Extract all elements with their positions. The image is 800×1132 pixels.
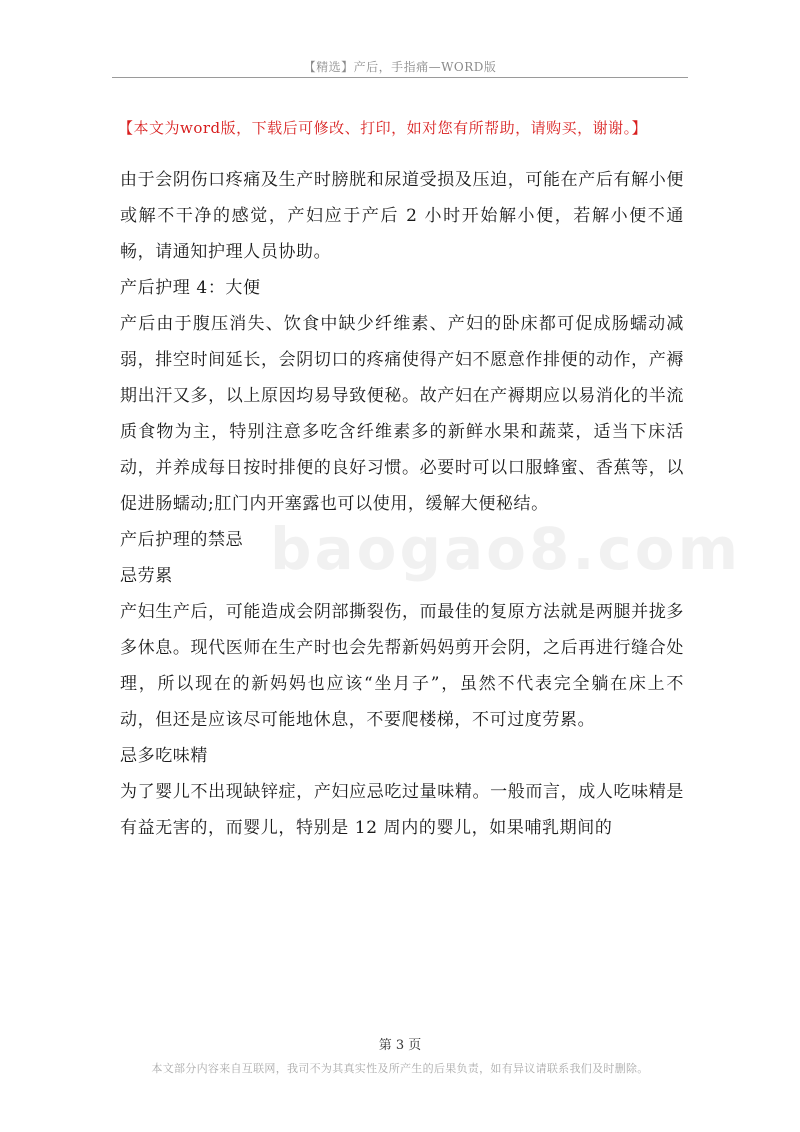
footer-disclaimer: 本文部分内容来自互联网，我司不为其真实性及所产生的后果负责，如有异议请联系我们及时删除。 [151,1062,649,1075]
paragraph-msg: 为了婴儿不出现缺锌症，产妇应忌吃过量味精。一般而言，成人吃味精是有益无害的，而婴儿，特别是 12 周内的婴儿，如果哺乳期间的 [120,782,684,838]
purchase-notice: 【本文为word版，下载后可修改、打印，如对您有所帮助，请购买，谢谢。】 [118,119,648,137]
page-header: 【精选】产后，手指痛—WORD版 [303,60,497,74]
paragraph-urination: 由于会阴伤口疼痛及生产时膀胱和尿道受损及压迫，可能在产后有解小便或解不干净的感觉，产妇应于产后 2 小时开始解小便，若解小便不通畅，请通知护理人员协助。 [120,170,684,262]
watermark-text: baogao8.com [270,515,742,583]
heading-avoid-fatigue: 忌劳累 [120,566,173,586]
heading-avoid-msg: 忌多吃味精 [120,746,208,766]
page-number: 第 3 页 [378,1038,422,1053]
paragraph-constipation: 产后由于腹压消失、饮食中缺少纤维素、产妇的卧床都可促成肠蠕动减弱，排空时间延长，会阴切口的疼痛使得产妇不愿意作排便的动作，产褥期出汗又多，以上原因均易导致便秘。故产妇在产褥期应以易消化的半流质食物为主，特别注意多吃含纤维素多的新鲜水果和蔬菜，适当下床活动，并养成每日按时排便的良好习惯。必要时可以口服蜂蜜、香蕉等，以促进肠蠕动;肛门内开塞露也可以使用，缓解大便秘结。 [120,314,684,514]
paragraph-rest: 产妇生产后，可能造成会阴部撕裂伤，而最佳的复原方法就是两腿并拢多多休息。现代医师在生产时也会先帮新妈妈剪开会阴，之后再进行缝合处理，所以现在的新妈妈也应该“坐月子”，虽然不代表完全躺在床上不动，但还是应该尽可能地休息，不要爬楼梯，不可过度劳累。 [120,602,684,730]
header-divider [112,77,688,78]
body-content [120,162,742,846]
heading-taboos: 产后护理的禁忌 [120,530,244,550]
heading-care-4-bowel: 产后护理 4：大便 [120,278,261,298]
